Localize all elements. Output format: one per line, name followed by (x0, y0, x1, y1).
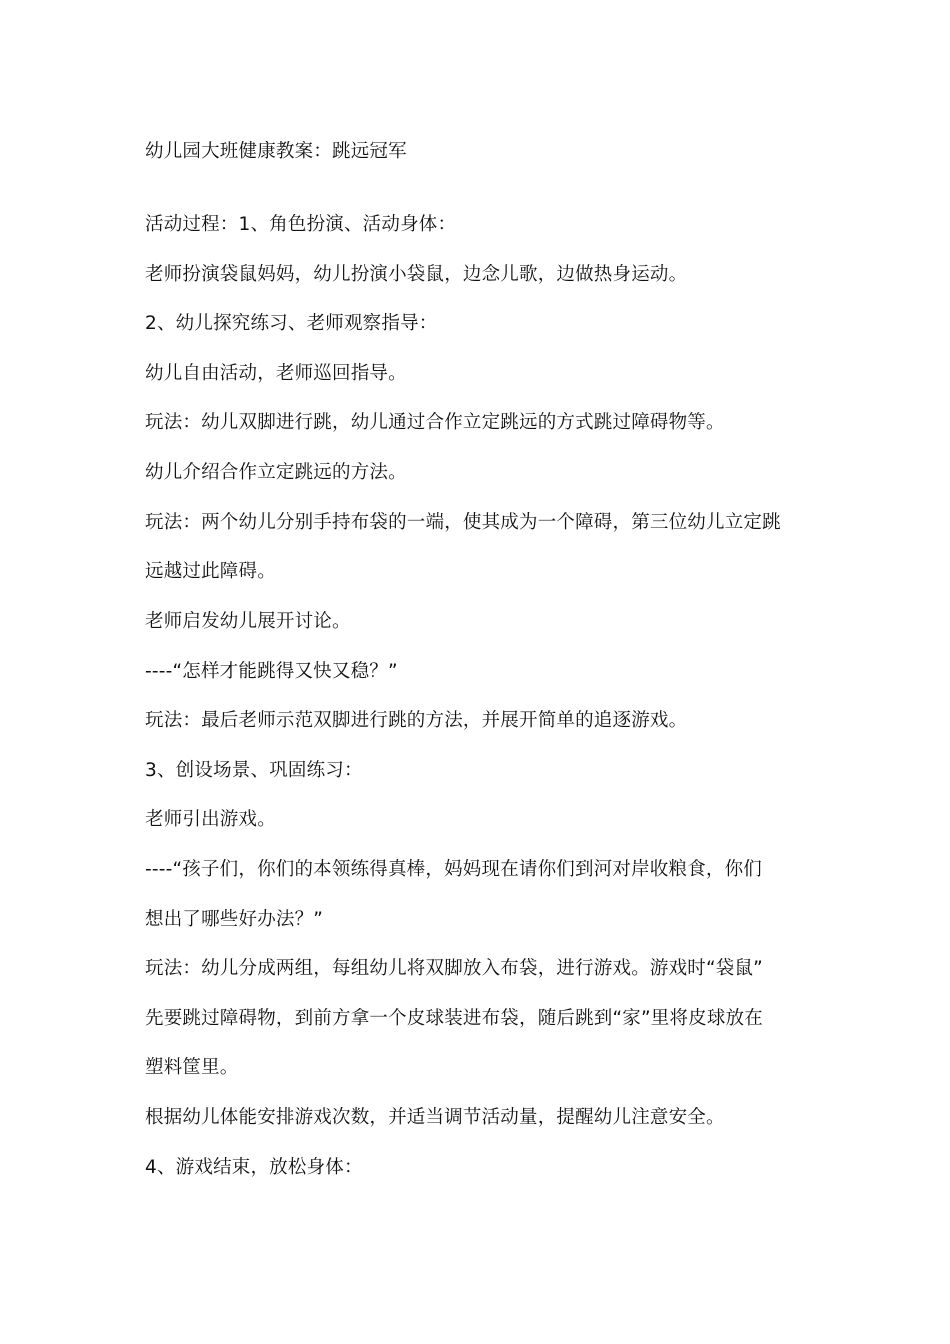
text-line: 活动过程：1、角色扮演、活动身体： (145, 214, 457, 235)
text-line: ----“孩子们，你们的本领练得真棒，妈妈现在请你们到河对岸收粮食，你们 (145, 859, 762, 880)
text-line: 玩法：幼儿双脚进行跳，幼儿通过合作立定跳远的方式跳过障碍物等。 (145, 412, 725, 433)
document-title: 幼儿园大班健康教案：跳远冠军 (145, 141, 407, 162)
text-line: 3、创设场景、巩固练习： (145, 760, 363, 781)
text-line: 先要跳过障碍物，到前方拿一个皮球装进布袋，随后跳到“家”里将皮球放在 (145, 1008, 763, 1029)
text-line: 老师扮演袋鼠妈妈，幼儿扮演小袋鼠，边念儿歌，边做热身运动。 (145, 264, 688, 285)
text-line: 塑料筐里。 (145, 1057, 239, 1078)
text-line: 幼儿自由活动，老师巡回指导。 (145, 363, 407, 384)
text-line: 根据幼儿体能安排游戏次数，并适当调节活动量，提醒幼儿注意安全。 (145, 1107, 725, 1128)
text-line: 远越过此障碍。 (145, 561, 276, 582)
text-line: 老师启发幼儿展开讨论。 (145, 611, 351, 632)
text-line: 玩法：最后老师示范双脚进行跳的方法，并展开简单的追逐游戏。 (145, 710, 688, 731)
text-line: 幼儿介绍合作立定跳远的方法。 (145, 462, 407, 483)
text-line: 玩法：两个幼儿分别手持布袋的一端，使其成为一个障碍，第三位幼儿立定跳 (145, 512, 781, 533)
text-line: 2、幼儿探究练习、老师观察指导： (145, 313, 438, 334)
text-line: 4、游戏结束，放松身体： (145, 1157, 363, 1178)
text-line: 想出了哪些好办法？” (145, 909, 324, 930)
text-line: ----“怎样才能跳得又快又稳？” (145, 661, 398, 682)
text-line: 老师引出游戏。 (145, 809, 276, 830)
text-line: 玩法：幼儿分成两组，每组幼儿将双脚放入布袋，进行游戏。游戏时“袋鼠” (145, 958, 763, 979)
